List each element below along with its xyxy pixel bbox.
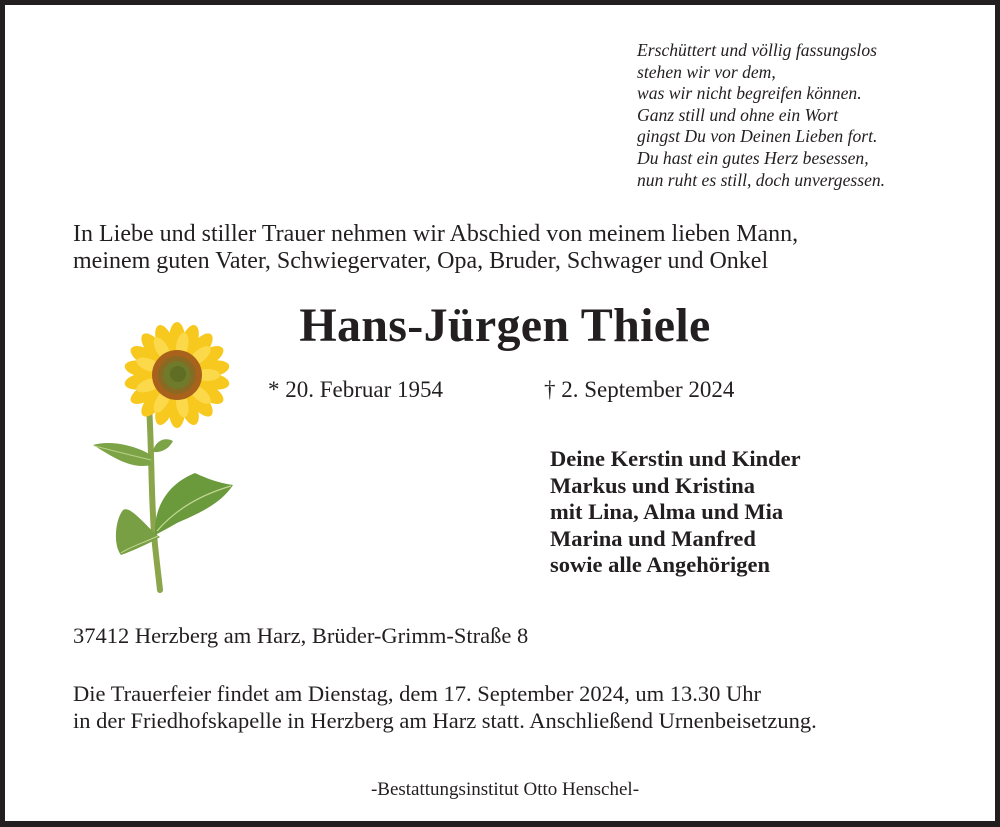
death-date: † 2. September 2024 (544, 377, 735, 402)
mourners-list (550, 446, 801, 579)
mourner-line: mit Lina, Alma und Mia (550, 499, 784, 525)
poem-line: Ganz still und ohne ein Wort (637, 104, 839, 125)
ceremony-line: in der Friedhofskapelle in Herzberg am Harz statt. Anschließend Urnenbeisetzung. (73, 707, 817, 733)
mourner-line: Marina und Manfred (550, 525, 756, 551)
mourner-line: Deine Kerstin und Kinder (550, 446, 801, 471)
deceased-name: Hans-Jürgen Thiele (299, 299, 711, 352)
poem-line: Erschüttert und völlig fassungslos (637, 40, 877, 60)
poem-line: nun ruht es still, doch unvergessen. (637, 169, 886, 190)
mourner-line: sowie alle Angehörigen (550, 552, 770, 578)
family-address: 37412 Herzberg am Harz, Brüder-Grimm-Straße 8 (73, 623, 529, 648)
birth-date: * 20. Februar 1954 (268, 377, 444, 402)
poem-line: was wir nicht begreifen können. (637, 83, 862, 104)
poem-line: gingst Du von Deinen Lieben fort. (637, 126, 878, 147)
poem-line: Du hast ein gutes Herz besessen, (637, 147, 869, 168)
intro-line: meinem guten Vater, Schwiegervater, Opa, Bruder, Schwager und Onkel (73, 248, 769, 274)
intro-text (73, 221, 798, 275)
funeral-home: -Bestattungsinstitut Otto Henschel- (370, 779, 640, 800)
poem-line: stehen wir vor dem, (637, 61, 776, 82)
ceremony-info (73, 681, 817, 734)
ceremony-line: Die Trauerfeier findet am Dienstag, dem 17. September 2024, um 13.30 Uhr (73, 681, 761, 706)
intro-line: In Liebe und stiller Trauer nehmen wir Abschied von meinem lieben Mann, (73, 221, 799, 247)
mourner-line: Markus und Kristina (550, 472, 756, 498)
poem (637, 40, 885, 191)
